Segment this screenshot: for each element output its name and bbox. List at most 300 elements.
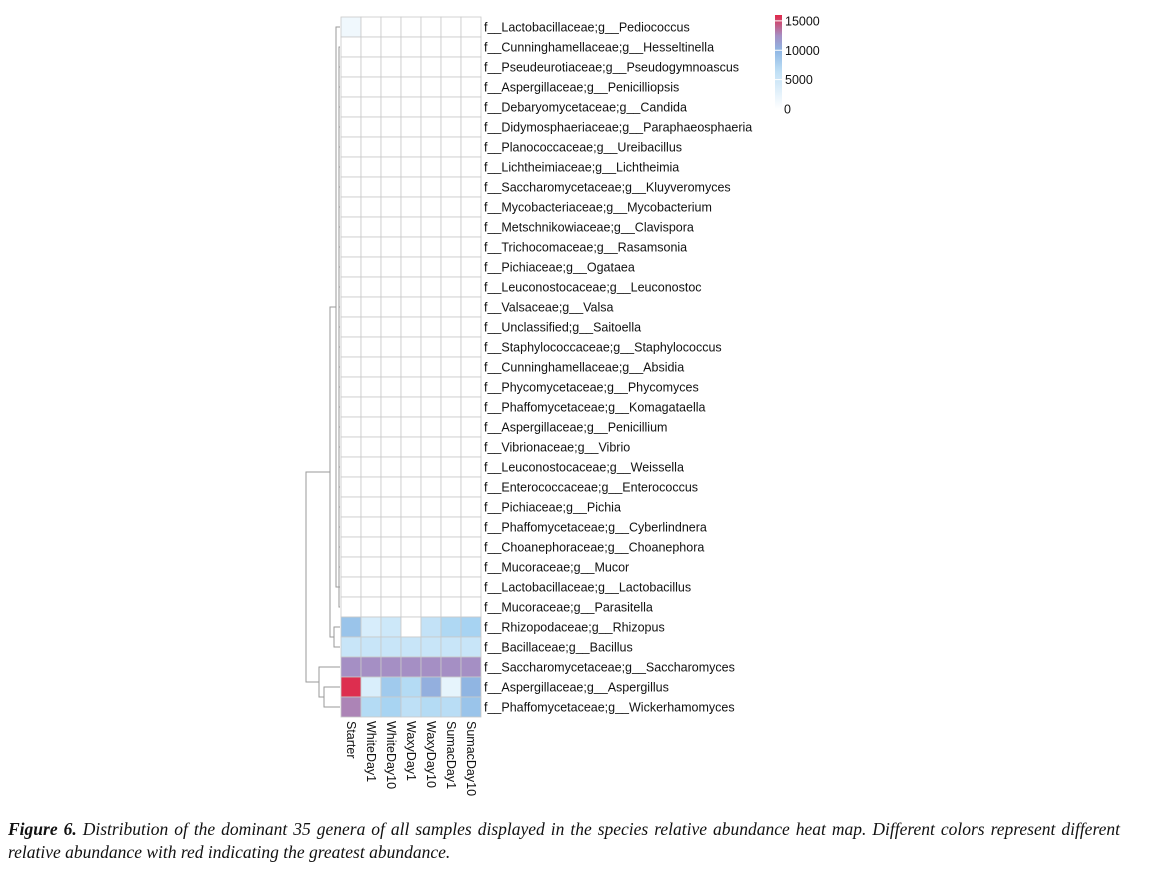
heatmap-cell bbox=[421, 237, 441, 257]
heatmap-cell bbox=[401, 317, 421, 337]
heatmap-cell bbox=[461, 177, 481, 197]
heatmap-cell bbox=[461, 597, 481, 617]
heatmap-cell bbox=[341, 577, 361, 597]
heatmap-cell bbox=[401, 437, 421, 457]
heatmap-cell bbox=[441, 117, 461, 137]
heatmap-cell bbox=[441, 177, 461, 197]
heatmap-cell bbox=[341, 97, 361, 117]
heatmap-cell bbox=[361, 637, 381, 657]
heatmap-cell bbox=[421, 77, 441, 97]
row-label: f__Leuconostocaceae;g__Weissella bbox=[484, 460, 684, 475]
heatmap-cell bbox=[401, 397, 421, 417]
dendrogram-link bbox=[324, 687, 340, 707]
heatmap-cell bbox=[361, 477, 381, 497]
heatmap-cell bbox=[381, 197, 401, 217]
heatmap-cell bbox=[381, 17, 401, 37]
heatmap-cell bbox=[441, 137, 461, 157]
heatmap-cell bbox=[361, 337, 381, 357]
row-label: f__Mycobacteriaceae;g__Mycobacterium bbox=[484, 200, 712, 215]
heatmap-cell bbox=[461, 37, 481, 57]
heatmap-cell bbox=[361, 37, 381, 57]
heatmap-cell bbox=[441, 517, 461, 537]
heatmap-cell bbox=[421, 637, 441, 657]
heatmap-cell bbox=[461, 77, 481, 97]
colorbar-tick-label: 10000 bbox=[785, 43, 820, 58]
heatmap-cell bbox=[361, 217, 381, 237]
heatmap-cell bbox=[381, 617, 401, 637]
heatmap-cell bbox=[341, 497, 361, 517]
heatmap-cell bbox=[381, 497, 401, 517]
heatmap-cell bbox=[381, 317, 401, 337]
heatmap-cell bbox=[461, 397, 481, 417]
heatmap-cell bbox=[421, 557, 441, 577]
heatmap-cell bbox=[381, 257, 401, 277]
heatmap-cell bbox=[381, 677, 401, 697]
row-label: f__Metschnikowiaceae;g__Clavispora bbox=[484, 220, 694, 235]
heatmap-cell bbox=[381, 297, 401, 317]
heatmap-cell bbox=[461, 337, 481, 357]
row-label: f__Choanephoraceae;g__Choanephora bbox=[484, 540, 705, 555]
heatmap-cell bbox=[461, 577, 481, 597]
heatmap-cell bbox=[401, 17, 421, 37]
heatmap-cell bbox=[361, 357, 381, 377]
row-label: f__Pseudeurotiaceae;g__Pseudogymnoascus bbox=[484, 60, 740, 75]
heatmap-cell bbox=[401, 277, 421, 297]
heatmap-cell bbox=[381, 637, 401, 657]
heatmap-cell bbox=[461, 117, 481, 137]
heatmap-cell bbox=[421, 97, 441, 117]
heatmap-cell bbox=[461, 317, 481, 337]
heatmap-cell bbox=[461, 97, 481, 117]
heatmap-cell bbox=[401, 617, 421, 637]
heatmap-cell bbox=[341, 457, 361, 477]
heatmap-cell bbox=[441, 437, 461, 457]
heatmap-cell bbox=[441, 37, 461, 57]
heatmap-cell bbox=[441, 237, 461, 257]
heatmap-cell bbox=[401, 597, 421, 617]
heatmap-cell bbox=[401, 57, 421, 77]
heatmap-cell bbox=[381, 477, 401, 497]
heatmap-cell bbox=[441, 697, 461, 717]
column-label: Starter bbox=[344, 721, 358, 759]
heatmap-cell bbox=[441, 157, 461, 177]
heatmap-cell bbox=[421, 217, 441, 237]
heatmap-cell bbox=[361, 577, 381, 597]
heatmap-cell bbox=[341, 37, 361, 57]
heatmap-cell bbox=[341, 417, 361, 437]
colorbar-tick-label: 15000 bbox=[785, 14, 820, 29]
heatmap-cell bbox=[421, 17, 441, 37]
heatmap-cell bbox=[341, 597, 361, 617]
heatmap-cell bbox=[341, 557, 361, 577]
heatmap-cell bbox=[441, 537, 461, 557]
heatmap-cell bbox=[441, 497, 461, 517]
heatmap-cell bbox=[421, 297, 441, 317]
column-label: SumacDay10 bbox=[464, 721, 478, 797]
heatmap-cell bbox=[421, 517, 441, 537]
row-label: f__Leuconostocaceae;g__Leuconostoc bbox=[484, 280, 702, 295]
heatmap-cells bbox=[341, 17, 481, 717]
heatmap-cell bbox=[401, 577, 421, 597]
row-label: f__Aspergillaceae;g__Aspergillus bbox=[484, 680, 669, 695]
heatmap-cell bbox=[401, 357, 421, 377]
heatmap-cell bbox=[421, 337, 441, 357]
heatmap-cell bbox=[441, 297, 461, 317]
heatmap-cell bbox=[341, 477, 361, 497]
figure-caption-text: Distribution of the dominant 35 genera of all samples displayed in the species relative abundance heat map. Different colors represent different relative abundance with red indicating the greatest abundance. bbox=[8, 819, 1120, 862]
heatmap-cell bbox=[461, 477, 481, 497]
colorbar-tick-label: 0 bbox=[784, 102, 791, 117]
heatmap-cell bbox=[461, 417, 481, 437]
heatmap-cell bbox=[341, 397, 361, 417]
heatmap-cell bbox=[341, 677, 361, 697]
heatmap-cell bbox=[361, 237, 381, 257]
heatmap-cell bbox=[461, 357, 481, 377]
row-label: f__Planococcaceae;g__Ureibacillus bbox=[484, 140, 683, 155]
heatmap-cell bbox=[381, 457, 401, 477]
heatmap-cell bbox=[441, 277, 461, 297]
row-label: f__Phaffomycetaceae;g__Komagataella bbox=[484, 400, 706, 415]
heatmap-cell bbox=[401, 537, 421, 557]
row-label: f__Lactobacillaceae;g__Lactobacillus bbox=[484, 580, 692, 595]
heatmap-cell bbox=[341, 17, 361, 37]
heatmap-cell bbox=[381, 517, 401, 537]
heatmap-cell bbox=[441, 257, 461, 277]
heatmap-cell bbox=[421, 317, 441, 337]
row-label: f__Saccharomycetaceae;g__Saccharomyces bbox=[484, 660, 735, 675]
heatmap-cell bbox=[361, 457, 381, 477]
heatmap-cell bbox=[441, 17, 461, 37]
row-label: f__Phaffomycetaceae;g__Wickerhamomyces bbox=[484, 700, 735, 715]
heatmap-cell bbox=[401, 517, 421, 537]
row-label: f__Cunninghamellaceae;g__Absidia bbox=[484, 360, 685, 375]
heatmap-cell bbox=[461, 17, 481, 37]
heatmap-cell bbox=[441, 97, 461, 117]
heatmap-cell bbox=[401, 177, 421, 197]
heatmap-cell bbox=[401, 257, 421, 277]
heatmap-cell bbox=[361, 157, 381, 177]
heatmap-cell bbox=[421, 177, 441, 197]
heatmap-cell bbox=[461, 697, 481, 717]
heatmap-cell bbox=[441, 57, 461, 77]
heatmap-cell bbox=[441, 217, 461, 237]
row-label: f__Cunninghamellaceae;g__Hesseltinella bbox=[484, 40, 715, 55]
heatmap-cell bbox=[341, 177, 361, 197]
heatmap-cell bbox=[341, 217, 361, 237]
heatmap-cell bbox=[381, 657, 401, 677]
heatmap-cell bbox=[381, 437, 401, 457]
heatmap-cell bbox=[441, 677, 461, 697]
heatmap-cell bbox=[341, 377, 361, 397]
heatmap-cell bbox=[421, 497, 441, 517]
heatmap-cell bbox=[461, 217, 481, 237]
heatmap-cell bbox=[341, 317, 361, 337]
heatmap-cell bbox=[441, 197, 461, 217]
heatmap-cell bbox=[421, 477, 441, 497]
figure-label: Figure 6. bbox=[8, 819, 77, 839]
heatmap-cell bbox=[421, 37, 441, 57]
heatmap-cell bbox=[461, 437, 481, 457]
row-label: f__Debaryomycetaceae;g__Candida bbox=[484, 100, 687, 115]
heatmap-cell bbox=[461, 497, 481, 517]
heatmap-cell bbox=[361, 177, 381, 197]
heatmap-cell bbox=[381, 557, 401, 577]
heatmap-cell bbox=[341, 357, 361, 377]
heatmap-cell bbox=[341, 337, 361, 357]
heatmap-cell bbox=[421, 197, 441, 217]
heatmap-cell bbox=[401, 117, 421, 137]
dendrogram-link bbox=[330, 307, 336, 637]
heatmap-cell bbox=[421, 137, 441, 157]
heatmap-cell bbox=[381, 137, 401, 157]
heatmap-cell bbox=[401, 137, 421, 157]
heatmap-cell bbox=[381, 697, 401, 717]
heatmap-cell bbox=[361, 557, 381, 577]
heatmap-cell bbox=[421, 257, 441, 277]
heatmap-cell bbox=[341, 117, 361, 137]
heatmap-cell bbox=[341, 77, 361, 97]
row-label: f__Saccharomycetaceae;g__Kluyveromyces bbox=[484, 180, 731, 195]
dendrogram-link bbox=[334, 627, 340, 647]
heatmap-cell bbox=[441, 417, 461, 437]
heatmap-cell bbox=[461, 197, 481, 217]
heatmap-cell bbox=[341, 517, 361, 537]
heatmap-cell bbox=[381, 237, 401, 257]
heatmap-cell bbox=[421, 597, 441, 617]
row-labels bbox=[484, 21, 752, 715]
heatmap-cell bbox=[361, 537, 381, 557]
row-label: f__Phaffomycetaceae;g__Cyberlindnera bbox=[484, 520, 707, 535]
column-label: WhiteDay10 bbox=[384, 721, 398, 790]
heatmap-cell bbox=[421, 677, 441, 697]
heatmap-cell bbox=[461, 237, 481, 257]
row-label: f__Enterococcaceae;g__Enterococcus bbox=[484, 480, 699, 495]
heatmap-cell bbox=[441, 617, 461, 637]
heatmap-cell bbox=[461, 657, 481, 677]
colorbar-gradient bbox=[775, 15, 782, 109]
heatmap-cell bbox=[441, 577, 461, 597]
row-label: f__Mucoraceae;g__Mucor bbox=[484, 560, 630, 575]
heatmap-cell bbox=[341, 137, 361, 157]
row-label: f__Lactobacillaceae;g__Pediococcus bbox=[484, 20, 690, 35]
heatmap-cell bbox=[421, 577, 441, 597]
heatmap-cell bbox=[341, 437, 361, 457]
heatmap-cell bbox=[461, 377, 481, 397]
heatmap-cell bbox=[401, 37, 421, 57]
heatmap-cell bbox=[341, 617, 361, 637]
heatmap-cell bbox=[381, 57, 401, 77]
heatmap-cell bbox=[421, 417, 441, 437]
row-label: f__Mucoraceae;g__Parasitella bbox=[484, 600, 653, 615]
heatmap-cell bbox=[361, 417, 381, 437]
heatmap-cell bbox=[421, 357, 441, 377]
heatmap-cell bbox=[381, 77, 401, 97]
heatmap-cell bbox=[421, 377, 441, 397]
heatmap-cell bbox=[361, 317, 381, 337]
heatmap-cell bbox=[421, 657, 441, 677]
heatmap-cell bbox=[441, 397, 461, 417]
heatmap-cell bbox=[381, 417, 401, 437]
column-label: WhiteDay1 bbox=[364, 721, 378, 783]
heatmap-cell bbox=[421, 537, 441, 557]
heatmap-cell bbox=[421, 697, 441, 717]
heatmap-cell bbox=[381, 577, 401, 597]
colorbar-tick-label: 5000 bbox=[785, 73, 813, 88]
heatmap-cell bbox=[441, 317, 461, 337]
heatmap-cell bbox=[341, 197, 361, 217]
figure-caption bbox=[8, 818, 1120, 864]
heatmap-cell bbox=[441, 77, 461, 97]
heatmap-cell bbox=[341, 157, 361, 177]
heatmap-cell bbox=[381, 337, 401, 357]
row-label: f__Aspergillaceae;g__Penicillium bbox=[484, 420, 668, 435]
heatmap-cell bbox=[461, 277, 481, 297]
heatmap-cell bbox=[441, 597, 461, 617]
heatmap-cell bbox=[361, 257, 381, 277]
heatmap-cell bbox=[421, 617, 441, 637]
heatmap-cell bbox=[441, 377, 461, 397]
heatmap-cell bbox=[381, 537, 401, 557]
heatmap-cell bbox=[401, 477, 421, 497]
row-label: f__Pichiaceae;g__Ogataea bbox=[484, 260, 635, 275]
heatmap-cell bbox=[361, 77, 381, 97]
heatmap-cell bbox=[401, 77, 421, 97]
heatmap-cell bbox=[401, 557, 421, 577]
heatmap-cell bbox=[461, 297, 481, 317]
heatmap-cell bbox=[361, 497, 381, 517]
heatmap-cell bbox=[421, 117, 441, 137]
heatmap-cell bbox=[361, 697, 381, 717]
dendrogram-link bbox=[319, 667, 340, 697]
heatmap-cell bbox=[441, 637, 461, 657]
heatmap-cell bbox=[361, 377, 381, 397]
heatmap-cell bbox=[361, 677, 381, 697]
row-label: f__Didymosphaeriaceae;g__Paraphaeosphaeria bbox=[484, 120, 753, 135]
heatmap-cell bbox=[381, 377, 401, 397]
heatmap-cell bbox=[361, 277, 381, 297]
row-label: f__Bacillaceae;g__Bacillus bbox=[484, 640, 633, 655]
heatmap-cell bbox=[381, 597, 401, 617]
heatmap-cell bbox=[421, 277, 441, 297]
heatmap-cell bbox=[361, 437, 381, 457]
heatmap-cell bbox=[401, 637, 421, 657]
heatmap-cell bbox=[461, 677, 481, 697]
row-label: f__Aspergillaceae;g__Penicilliopsis bbox=[484, 80, 680, 95]
heatmap-cell bbox=[361, 137, 381, 157]
heatmap-cell bbox=[361, 617, 381, 637]
heatmap-cell bbox=[401, 677, 421, 697]
row-label: f__Pichiaceae;g__Pichia bbox=[484, 500, 621, 515]
heatmap-cell bbox=[461, 637, 481, 657]
column-label: WaxyDay10 bbox=[424, 721, 438, 788]
heatmap-cell bbox=[421, 457, 441, 477]
heatmap-cell bbox=[401, 417, 421, 437]
heatmap-cell bbox=[361, 97, 381, 117]
heatmap-cell bbox=[421, 57, 441, 77]
row-label: f__Vibrionaceae;g__Vibrio bbox=[484, 440, 631, 455]
heatmap-cell bbox=[361, 397, 381, 417]
heatmap-cell bbox=[381, 277, 401, 297]
heatmap-cell bbox=[361, 197, 381, 217]
row-label: f__Valsaceae;g__Valsa bbox=[484, 300, 614, 315]
heatmap-cell bbox=[361, 17, 381, 37]
column-labels bbox=[344, 721, 478, 796]
heatmap-cell bbox=[381, 37, 401, 57]
heatmap-cell bbox=[441, 457, 461, 477]
heatmap-cell bbox=[401, 237, 421, 257]
heatmap-cell bbox=[341, 257, 361, 277]
heatmap-cell bbox=[461, 157, 481, 177]
heatmap-cell bbox=[341, 277, 361, 297]
heatmap-cell bbox=[361, 657, 381, 677]
heatmap-cell bbox=[421, 157, 441, 177]
heatmap-cell bbox=[381, 117, 401, 137]
heatmap-cell bbox=[461, 457, 481, 477]
row-dendrogram bbox=[306, 27, 340, 707]
heatmap-cell bbox=[341, 57, 361, 77]
heatmap-cell bbox=[401, 377, 421, 397]
heatmap-cell bbox=[401, 337, 421, 357]
heatmap-cell bbox=[341, 657, 361, 677]
heatmap-cell bbox=[341, 697, 361, 717]
heatmap-cell bbox=[421, 397, 441, 417]
row-label: f__Staphylococcaceae;g__Staphylococcus bbox=[484, 340, 722, 355]
heatmap-cell bbox=[381, 157, 401, 177]
heatmap-cell bbox=[441, 557, 461, 577]
heatmap-cell bbox=[461, 537, 481, 557]
heatmap-cell bbox=[381, 397, 401, 417]
row-label: f__Lichtheimiaceae;g__Lichtheimia bbox=[484, 160, 680, 175]
row-label: f__Trichocomaceae;g__Rasamsonia bbox=[484, 240, 688, 255]
row-label: f__Phycomycetaceae;g__Phycomyces bbox=[484, 380, 699, 395]
dendrogram-link bbox=[306, 472, 330, 682]
heatmap-cell bbox=[421, 437, 441, 457]
heatmap-cell bbox=[341, 237, 361, 257]
heatmap-cell bbox=[401, 297, 421, 317]
heatmap-cell bbox=[381, 177, 401, 197]
heatmap-cell bbox=[441, 357, 461, 377]
heatmap-cell bbox=[461, 137, 481, 157]
heatmap-cell bbox=[361, 297, 381, 317]
heatmap-cell bbox=[401, 197, 421, 217]
heatmap-cell bbox=[341, 297, 361, 317]
heatmap-cell bbox=[381, 97, 401, 117]
heatmap-cell bbox=[401, 657, 421, 677]
heatmap-cell bbox=[381, 357, 401, 377]
heatmap-cell bbox=[401, 457, 421, 477]
row-label: f__Rhizopodaceae;g__Rhizopus bbox=[484, 620, 665, 635]
heatmap-cell bbox=[461, 257, 481, 277]
heatmap-cell bbox=[341, 537, 361, 557]
row-label: f__Unclassified;g__Saitoella bbox=[484, 320, 642, 335]
heatmap-cell bbox=[461, 617, 481, 637]
heatmap-cell bbox=[401, 497, 421, 517]
heatmap-cell bbox=[441, 477, 461, 497]
heatmap-cell bbox=[381, 217, 401, 237]
heatmap-cell bbox=[401, 697, 421, 717]
heatmap-cell bbox=[401, 217, 421, 237]
heatmap-cell bbox=[361, 117, 381, 137]
heatmap-cell bbox=[361, 597, 381, 617]
heatmap-cell bbox=[401, 97, 421, 117]
colorbar-legend bbox=[775, 14, 820, 116]
column-label: SumacDay1 bbox=[444, 721, 458, 790]
heatmap-cell bbox=[441, 657, 461, 677]
heatmap-cell bbox=[341, 637, 361, 657]
heatmap-cell bbox=[361, 57, 381, 77]
heatmap-cell bbox=[461, 517, 481, 537]
heatmap-cell bbox=[361, 517, 381, 537]
